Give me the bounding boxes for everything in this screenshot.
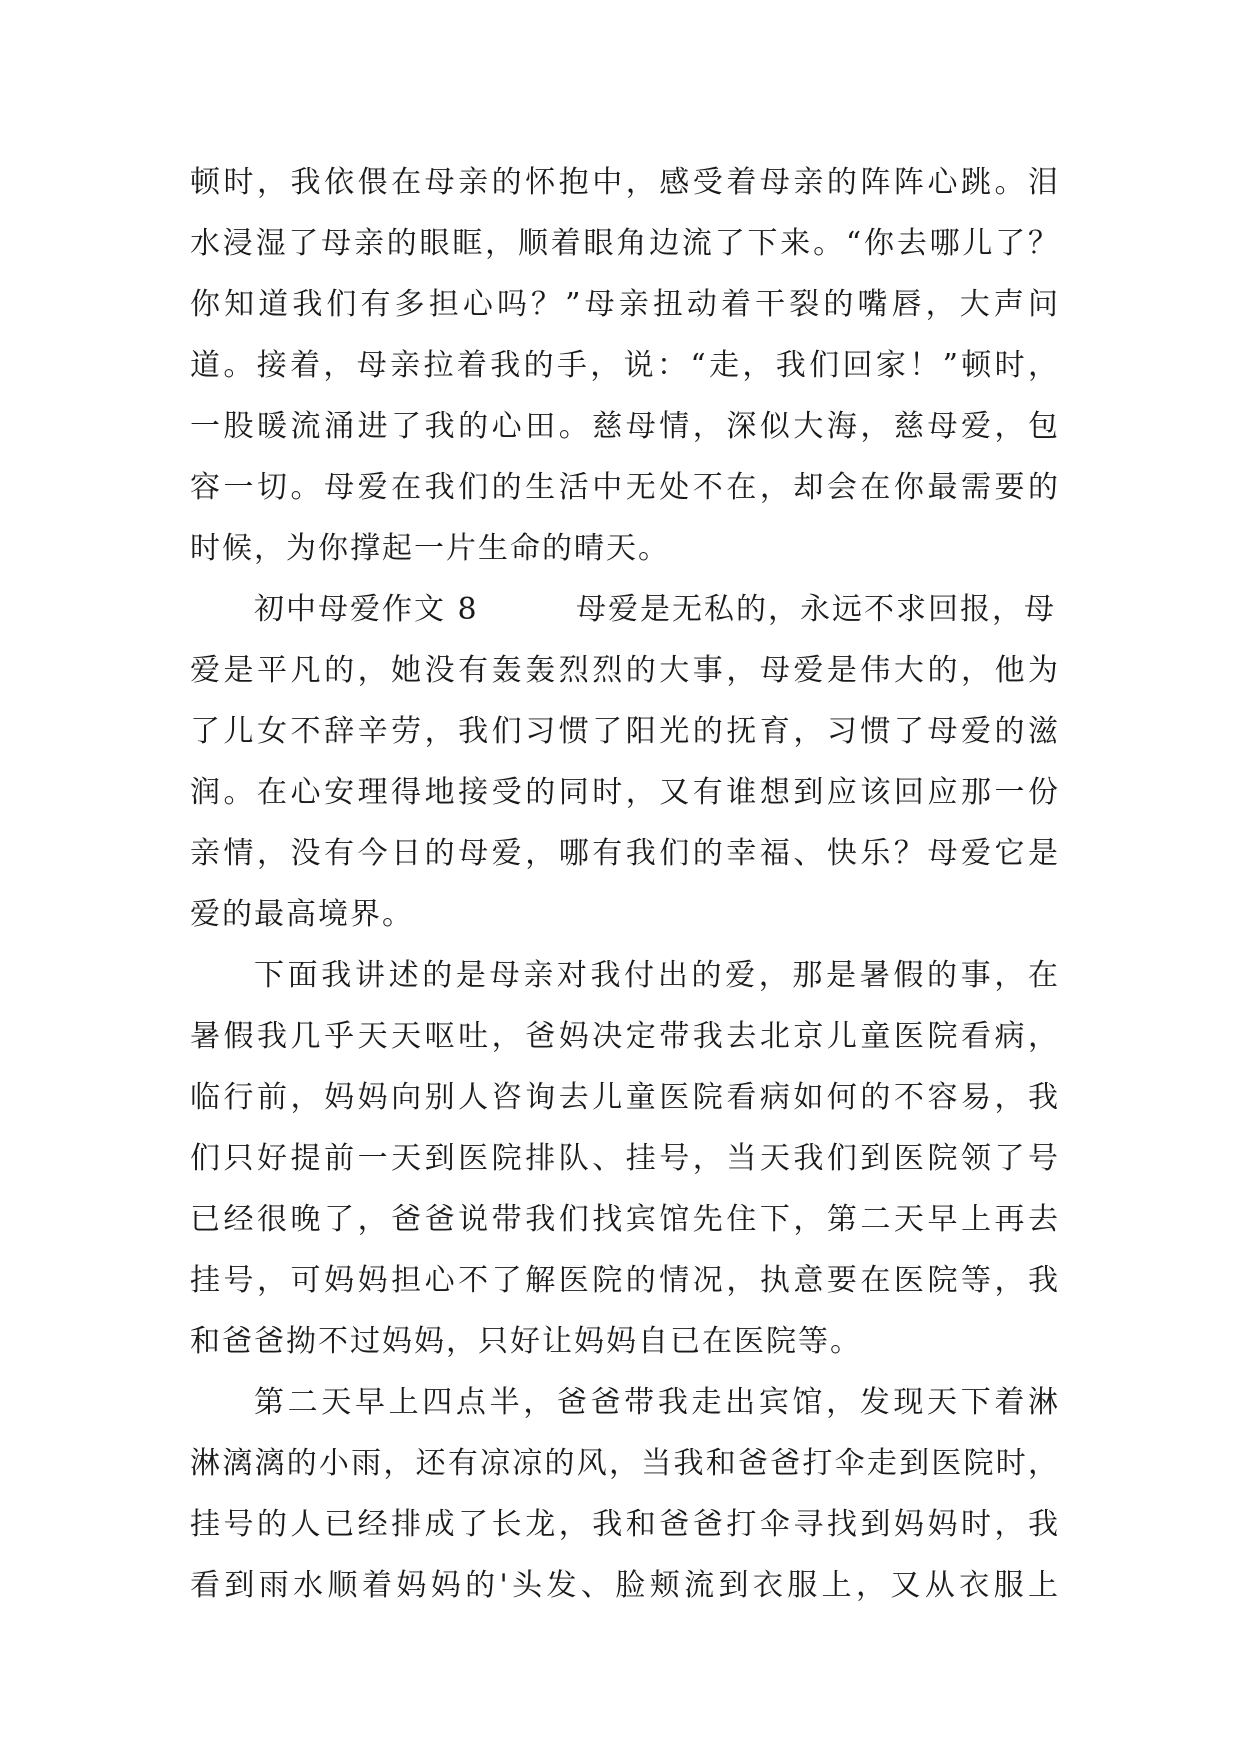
text-line: 水浸湿了母亲的眼眶，顺着眼角边流了下来。“你去哪儿了？ [190,226,1060,261]
paragraph-3 [190,945,1060,1372]
text-line: 暑假我几乎天天呕吐，爸妈决定带我去北京儿童医院看病， [190,1019,1060,1054]
text-line: 们只好提前一天到医院排队、挂号，当天我们到医院领了号 [190,1141,1060,1176]
text-line: 道。接着，母亲拉着我的手，说：“走，我们回家！”顿时， [190,348,1060,383]
text-line: 和爸爸拗不过妈妈，只好让妈妈自已在医院等。 [190,1324,862,1359]
text-line: 第二天早上四点半，爸爸带我走出宾馆，发现天下着淋 [254,1385,1060,1420]
paragraph-4 [190,1372,1060,1616]
article-body [190,152,1060,1616]
text-line: 临行前，妈妈向别人咨询去儿童医院看病如何的不容易，我 [190,1080,1060,1115]
text-line: 下面我讲述的是母亲对我付出的爱，那是暑假的事，在 [254,958,1060,993]
text-line: 母爱是无私的，永远不求回报，母 [576,592,1056,627]
text-line: 时候，为你撑起一片生命的晴天。 [190,531,670,566]
section-heading-line [190,579,1060,640]
text-line: 了儿女不辞辛劳，我们习惯了阳光的抚育，习惯了母爱的滋 [190,714,1060,749]
text-line: 爱的最高境界。 [190,897,414,932]
text-line: 看到雨水顺着妈妈的'头发、脸颊流到衣服上，又从衣服上 [190,1568,1060,1603]
text-line: 挂号的人已经排成了长龙，我和爸爸打伞寻找到妈妈时，我 [190,1507,1060,1542]
text-line: 容一切。母爱在我们的生活中无处不在，却会在你最需要的 [190,470,1060,505]
text-line: 淋漓漓的小雨，还有凉凉的风，当我和爸爸打伞走到医院时， [190,1446,1060,1481]
text-line: 一股暖流涌进了我的心田。慈母情，深似大海，慈母爱，包 [190,409,1060,444]
text-line: 润。在心安理得地接受的同时，又有谁想到应该回应那一份 [190,775,1060,810]
text-line: 亲情，没有今日的母爱，哪有我们的幸福、快乐？母爱它是 [190,836,1060,871]
paragraph-2 [190,579,1060,945]
text-line: 挂号，可妈妈担心不了解医院的情况，执意要在医院等，我 [190,1263,1060,1298]
section-title: 初中母爱作文 8 [254,592,479,627]
text-line: 顿时，我依偎在母亲的怀抱中，感受着母亲的阵阵心跳。泪 [190,165,1060,200]
text-line: 爱是平凡的，她没有轰轰烈烈的大事，母爱是伟大的，他为 [190,653,1060,688]
paragraph-1 [190,152,1060,579]
text-line: 已经很晚了，爸爸说带我们找宾馆先住下，第二天早上再去 [190,1202,1060,1237]
text-line: 你知道我们有多担心吗？”母亲扭动着干裂的嘴唇，大声问 [190,287,1060,322]
